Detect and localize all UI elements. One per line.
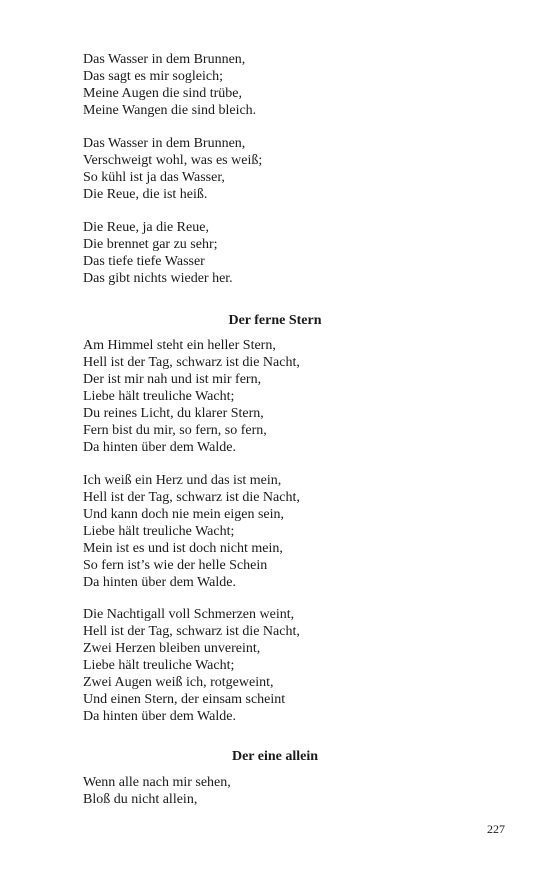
verse-line: Hell ist der Tag, schwarz ist die Nacht, [83,355,300,370]
verse-line: Das gibt nichts wieder her. [83,271,233,286]
verse-line: Du reines Licht, du klarer Stern, [83,406,264,421]
verse-line: Hell ist der Tag, schwarz ist die Nacht, [83,490,300,505]
verse-line: Da hinten über dem Walde. [83,575,236,590]
poem-title: Der eine allein [231,749,319,764]
verse-line: Hell ist der Tag, schwarz ist die Nacht, [83,624,300,639]
poem-title: Der ferne Stern [228,313,322,328]
verse-line: Verschweigt wohl, was es weiß; [83,153,263,168]
verse-line: Und kann doch nie mein eigen sein, [83,507,285,522]
verse-line: Der ist mir nah und ist mir fern, [83,372,262,387]
verse-line: Am Himmel steht ein heller Stern, [83,338,276,353]
page-number: 227 [487,822,505,836]
verse-line: Das Wasser in dem Brunnen, [83,52,246,67]
verse-line: Meine Wangen die sind bleich. [83,103,257,118]
verse-line: Das sagt es mir sogleich; [83,69,223,84]
verse-line: So fern ist’s wie der helle Schein [83,558,268,573]
verse-line: Die Reue, die ist heiß. [83,187,208,202]
verse-line: Liebe hält treuliche Wacht; [83,658,235,673]
stanza [83,135,483,203]
stanza [83,774,483,808]
verse-line: Das Wasser in dem Brunnen, [83,136,246,151]
verse-line: Die brennet gar zu sehr; [83,237,218,252]
verse-line: Da hinten über dem Walde. [83,440,236,455]
stanza [83,606,483,725]
stanza [83,337,483,456]
verse-line: Die Nachtigall voll Schmerzen weint, [83,607,295,622]
stanza [83,219,483,287]
verse-line: Wenn alle nach mir sehen, [83,775,231,790]
verse-line: So kühl ist ja das Wasser, [83,170,225,185]
verse-line: Meine Augen die sind trübe, [83,86,243,101]
verse-line: Zwei Augen weiß ich, rotgeweint, [83,675,274,690]
verse-line: Zwei Herzen bleiben unvereint, [83,641,261,656]
stanza [83,472,483,591]
verse-line: Und einen Stern, der einsam scheint [83,692,286,707]
verse-line: Das tiefe tiefe Wasser [83,254,205,269]
verse-line: Die Reue, ja die Reue, [83,220,209,235]
verse-line: Ich weiß ein Herz und das ist mein, [83,473,282,488]
verse-line: Liebe hält treuliche Wacht; [83,524,235,539]
stanza [83,51,483,119]
verse-line: Liebe hält treuliche Wacht; [83,389,235,404]
verse-line: Bloß du nicht allein, [83,792,198,807]
verse-line: Da hinten über dem Walde. [83,709,236,724]
verse-line: Fern bist du mir, so fern, so fern, [83,423,267,438]
verse-line: Mein ist es und ist doch nicht mein, [83,541,283,556]
